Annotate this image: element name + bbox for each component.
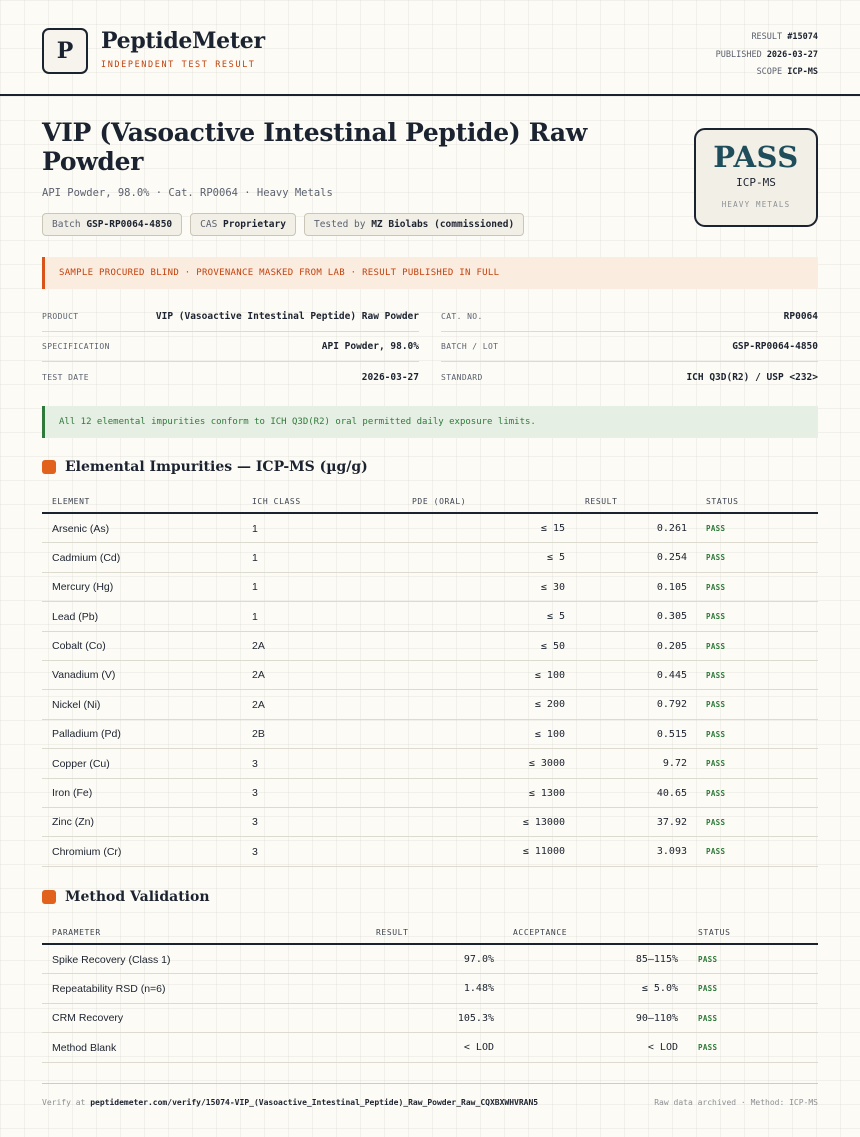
column-header: RESULT (585, 497, 618, 506)
batch-chip (42, 213, 182, 236)
status-badge: PASS (706, 700, 726, 710)
status-badge: PASS (706, 582, 726, 592)
table-row (42, 690, 818, 719)
status-badge: PASS (698, 1013, 718, 1023)
status-badge: PASS (698, 984, 718, 994)
element-cell: Cobalt (Co) (52, 640, 106, 653)
element-cell: Zinc (Zn) (52, 816, 94, 829)
table-row (42, 720, 818, 749)
ich-class-cell: 1 (252, 522, 258, 535)
tested-by-chip (304, 213, 524, 236)
element-cell: Lead (Pb) (52, 610, 99, 623)
result-cell: < LOD (463, 1042, 494, 1054)
column-header: ICH CLASS (252, 497, 301, 506)
column-header: STATUS (698, 928, 731, 937)
chip-label: Batch (52, 219, 81, 230)
status-badge: PASS (698, 1043, 718, 1053)
parameter-cell: Spike Recovery (Class 1) (52, 953, 171, 966)
table-row (42, 632, 818, 661)
element-cell: Vanadium (V) (52, 669, 116, 682)
chip-value: MZ Biolabs (commissioned) (371, 219, 515, 230)
chip-label: Tested by (313, 219, 366, 230)
result-cell: 1.48% (463, 983, 494, 995)
stamp-scope: HEAVY METALS (721, 200, 791, 209)
info-label: PRODUCT (42, 312, 79, 321)
pde-cell: ≤ 11000 (522, 846, 565, 858)
table-row (42, 543, 818, 572)
report-footer (42, 1083, 818, 1107)
status-badge: PASS (706, 670, 726, 680)
table-row (42, 1033, 818, 1062)
column-header: RESULT (376, 928, 409, 937)
result-cell: 105.3% (457, 1012, 494, 1024)
ich-class-cell: 1 (252, 551, 258, 564)
section-title: Elemental Impurities — ICP-MS (µg/g) (65, 459, 368, 475)
archive-note: Raw data archived · Method: ICP-MS (654, 1098, 818, 1107)
ich-class-cell: 2B (252, 728, 265, 741)
parameter-cell: CRM Recovery (52, 1012, 124, 1025)
pass-stamp (694, 128, 818, 227)
pde-cell: ≤ 15 (540, 523, 565, 534)
scope-value: ICP-MS (787, 67, 818, 77)
info-value: ICH Q3D(R2) / USP <232> (686, 371, 818, 383)
result-cell: 0.445 (656, 669, 687, 681)
info-value: API Powder, 98.0% (321, 341, 419, 352)
ich-class-cell: 2A (252, 640, 265, 653)
acceptance-cell: ≤ 5.0% (641, 983, 678, 995)
element-cell: Chromium (Cr) (52, 845, 122, 858)
acceptance-cell: < LOD (647, 1042, 678, 1054)
status-badge: PASS (706, 817, 726, 827)
status-badge: PASS (706, 641, 726, 651)
element-cell: Copper (Cu) (52, 757, 110, 770)
info-value: 2026-03-27 (361, 371, 419, 383)
result-cell: 40.65 (656, 787, 687, 799)
product-chips (42, 213, 524, 236)
status-badge: PASS (706, 524, 726, 533)
table-row (42, 602, 818, 631)
table-header (42, 921, 818, 945)
section-marker-icon (42, 460, 56, 474)
result-cell: 0.261 (656, 523, 687, 534)
stamp-method: ICP-MS (736, 176, 776, 189)
table-row (42, 945, 818, 974)
result-cell: 0.515 (656, 728, 687, 740)
table-row (42, 779, 818, 808)
status-badge: PASS (706, 847, 726, 857)
result-number: #15074 (787, 32, 818, 42)
element-cell: Mercury (Hg) (52, 581, 114, 594)
table-row (42, 749, 818, 778)
result-label: RESULT (751, 32, 783, 42)
validation-table (42, 921, 818, 1063)
section-marker-icon (42, 890, 56, 904)
info-row-test-date (42, 362, 419, 392)
ich-class-cell: 2A (252, 669, 265, 682)
ich-class-cell: 1 (252, 610, 258, 623)
verify-label: Verify at (42, 1098, 86, 1107)
impurities-section-header (42, 459, 368, 475)
report-meta (716, 29, 818, 82)
result-cell: 3.093 (656, 846, 687, 858)
table-body (42, 514, 818, 867)
ich-class-cell: 1 (252, 581, 258, 594)
pde-cell: ≤ 30 (540, 581, 565, 593)
ich-class-cell: 3 (252, 845, 258, 858)
table-body (42, 945, 818, 1063)
table-header (42, 490, 818, 514)
report-header (0, 0, 860, 96)
ich-class-cell: 3 (252, 816, 258, 829)
result-cell: 37.92 (656, 816, 687, 828)
element-cell: Cadmium (Cd) (52, 551, 121, 564)
element-cell: Arsenic (As) (52, 522, 110, 535)
info-row-batch-lot (441, 332, 818, 362)
result-cell: 0.305 (656, 611, 687, 623)
verdict-text: PASS (713, 140, 799, 174)
verify-link[interactable]: peptidemeter.com/verify/15074-VIP_(Vasoactive_Intestinal_Peptide)_Raw_Powder_Raw_CQXBXWHVRAN5 (90, 1098, 539, 1107)
brand-logo: P (42, 28, 88, 74)
parameter-cell: Repeatability RSD (n=6) (52, 982, 166, 995)
impurities-table (42, 490, 818, 867)
info-row-standard (441, 362, 818, 392)
brand-tagline: INDEPENDENT TEST RESULT (101, 60, 256, 70)
info-value: GSP-RP0064-4850 (732, 341, 818, 352)
table-row (42, 661, 818, 690)
table-row (42, 514, 818, 543)
pde-cell: ≤ 200 (534, 699, 565, 711)
pde-cell: ≤ 100 (534, 728, 565, 740)
product-subtitle: API Powder, 98.0% · Cat. RP0064 · Heavy Metals (42, 187, 333, 199)
status-badge: PASS (698, 955, 718, 964)
table-row (42, 808, 818, 837)
column-header: ACCEPTANCE (513, 928, 568, 937)
info-label: TEST DATE (42, 372, 89, 382)
info-row-cat-no (441, 302, 818, 332)
status-badge: PASS (706, 553, 726, 563)
pde-cell: ≤ 50 (540, 640, 565, 652)
parameter-cell: Method Blank (52, 1041, 117, 1054)
chip-label: CAS (200, 219, 218, 230)
pde-cell: ≤ 1300 (528, 787, 565, 799)
pde-cell: ≤ 5 (546, 611, 565, 623)
column-header: STATUS (706, 497, 739, 506)
scope-label: SCOPE (756, 67, 783, 77)
status-badge: PASS (706, 612, 726, 622)
ich-class-cell: 2A (252, 698, 265, 711)
column-header: PARAMETER (52, 928, 101, 937)
pde-cell: ≤ 3000 (528, 758, 565, 770)
pde-cell: ≤ 5 (546, 552, 565, 564)
info-row-specification (42, 332, 419, 362)
element-cell: Iron (Fe) (52, 787, 93, 800)
pde-cell: ≤ 13000 (522, 816, 565, 828)
acceptance-cell: 90–110% (635, 1012, 678, 1024)
chip-value: Proprietary (223, 219, 286, 230)
ich-class-cell: 3 (252, 757, 258, 770)
info-label: STANDARD (441, 372, 483, 382)
result-cell: 0.792 (656, 699, 687, 711)
status-badge: PASS (706, 788, 726, 798)
result-cell: 97.0% (463, 954, 494, 965)
pde-cell: ≤ 100 (534, 669, 565, 681)
section-title: Method Validation (65, 889, 210, 905)
column-header: PDE (ORAL) (412, 497, 467, 506)
column-header: ELEMENT (52, 497, 90, 506)
verify-line (42, 1098, 538, 1107)
acceptance-cell: 85–115% (635, 954, 678, 965)
result-cell: 9.72 (662, 758, 687, 770)
table-row (42, 974, 818, 1003)
result-cell: 0.105 (656, 581, 687, 593)
product-title: VIP (Vasoactive Intestinal Peptide) Raw Powder (42, 118, 587, 176)
cas-chip (190, 213, 296, 236)
status-badge: PASS (706, 759, 726, 769)
result-cell: 0.205 (656, 640, 687, 652)
result-cell: 0.254 (656, 552, 687, 564)
ich-class-cell: 3 (252, 787, 258, 800)
brand-name: PeptideMeter (101, 28, 265, 54)
status-badge: PASS (706, 729, 726, 739)
table-row (42, 573, 818, 602)
info-label: BATCH / LOT (441, 342, 499, 351)
info-label: CAT. NO. (441, 312, 483, 321)
table-row (42, 1004, 818, 1033)
info-row-product (42, 302, 419, 332)
conformance-banner: All 12 elemental impurities conform to ICH Q3D(R2) oral permitted daily exposure limits. (42, 406, 818, 438)
validation-section-header (42, 889, 210, 905)
blind-sample-notice: SAMPLE PROCURED BLIND · PROVENANCE MASKED FROM LAB · RESULT PUBLISHED IN FULL (42, 257, 818, 289)
published-label: PUBLISHED (715, 49, 762, 60)
info-value: VIP (Vasoactive Intestinal Peptide) Raw Powder (155, 311, 419, 322)
info-value: RP0064 (783, 311, 818, 322)
chip-value: GSP-RP0064-4850 (86, 219, 173, 230)
published-date: 2026-03-27 (766, 49, 818, 60)
info-label: SPECIFICATION (42, 342, 110, 351)
element-cell: Palladium (Pd) (52, 728, 121, 741)
table-row (42, 837, 818, 866)
element-cell: Nickel (Ni) (52, 698, 101, 711)
